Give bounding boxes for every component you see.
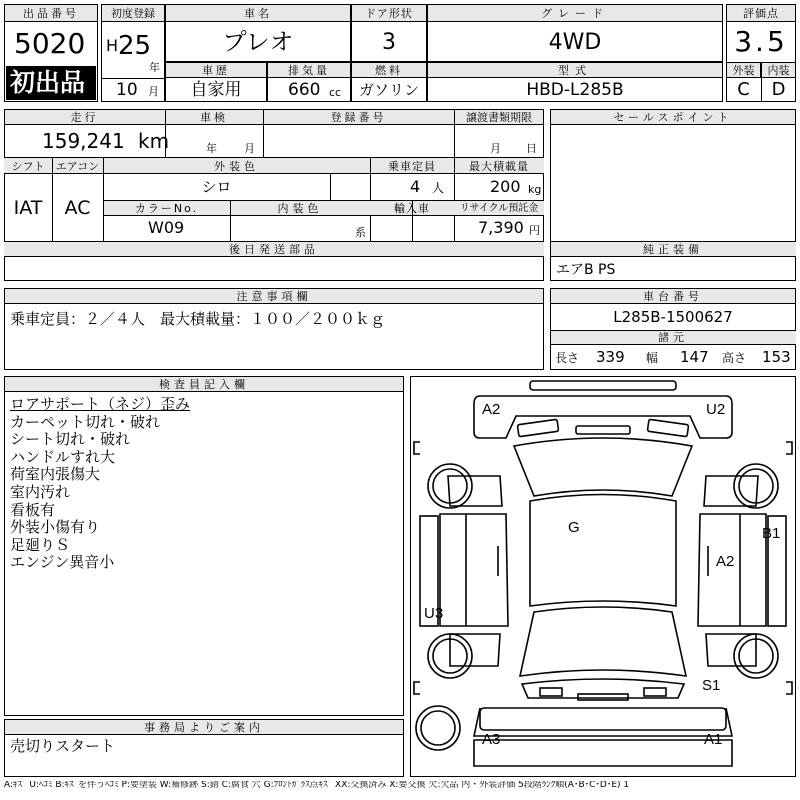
inspection-year-unit: 年 — [206, 142, 217, 155]
legend: A:ｷｽﾞ U:ﾍｺﾐ B:ｷｽﾞを伴うﾍｺﾐ P:要塗装 W:補修跡 S:錆 C:腐食 穴 G:ﾌﾛﾝﾄｶﾞﾗｽ点ｷｽﾞ XX:交換済み X:要交換 欠:欠品 内・外装評価 5段階ﾗﾝｸ順(A･B･C･D･E) 1 — [4, 781, 630, 790]
inspector-line: 室内汚れ — [10, 482, 71, 501]
era: H — [106, 36, 119, 55]
displacement-unit: cc — [329, 86, 342, 99]
notes-label: 注意事項欄 — [236, 290, 312, 303]
interior-color-unit: 系 — [355, 226, 366, 239]
mark-a2-right: A2 — [716, 553, 735, 570]
inspector-label: 検査員記入欄 — [159, 378, 249, 391]
year-unit: 年 — [149, 61, 160, 74]
color-number-value: W09 — [148, 218, 185, 237]
exterior-label: 外装 — [732, 64, 755, 77]
doors-label: ドア形状 — [365, 7, 413, 20]
model-label: 型式 — [558, 64, 592, 77]
model-value: HBD-L285B — [526, 80, 624, 100]
max-load-unit: kg — [528, 183, 542, 196]
first-registration-month: 10 — [116, 80, 138, 100]
capacity-value: 4 — [410, 177, 421, 196]
mileage-value: 159,241 — [42, 129, 125, 153]
inspector-line: エンジン異音小 — [10, 553, 115, 572]
registration-number-label: 登録番号 — [330, 111, 387, 124]
first-registration-year: 25 — [118, 31, 152, 61]
inspector-line: 足廻りＳ — [10, 535, 71, 554]
height-label: 高さ — [722, 351, 747, 365]
transfer-month-unit: 月 — [490, 142, 501, 155]
mark-a1: A1 — [704, 731, 723, 748]
mark-u3: U3 — [424, 605, 444, 622]
transfer-deadline-label: 譲渡書類期限 — [466, 111, 532, 124]
inspector-line: 荷室内張傷大 — [10, 465, 101, 484]
shift-value: IAT — [13, 197, 43, 219]
recycle-value: 7,390 — [478, 218, 524, 237]
inspection-label: 車検 — [200, 111, 228, 124]
mark-a2-top: A2 — [482, 401, 501, 418]
genuine-equipment-value: エアB PS — [556, 262, 616, 278]
genuine-equipment-label: 純正装備 — [643, 243, 703, 256]
ac-value: AC — [64, 197, 91, 219]
office-text: 売切りスタート — [10, 737, 116, 755]
lot-number: 5020 — [14, 27, 86, 60]
import-label: 輸入車 — [394, 202, 430, 215]
score-value: 3.5 — [734, 25, 788, 58]
lot-number-label: 出品番号 — [23, 7, 79, 20]
inspection-month-unit: 月 — [244, 142, 255, 155]
length-value: 339 — [596, 348, 625, 366]
dimensions-label: 諸元 — [658, 331, 688, 344]
length-label: 長さ — [555, 351, 580, 365]
inspector-line: シート切れ・破れ — [10, 430, 131, 449]
mark-g: G — [568, 519, 580, 536]
mark-s1: S1 — [702, 677, 721, 694]
chassis-label: 車台番号 — [643, 290, 703, 303]
interior-color-label: 内装色 — [277, 202, 323, 215]
color-number-label: カラーNo. — [134, 202, 199, 215]
mark-a3: A3 — [482, 731, 501, 748]
car-name-label: 車名 — [244, 7, 272, 20]
recycle-unit: 円 — [529, 224, 540, 237]
notes-text: 乗車定員：２／４人 最大積載量：１００／２００ｋｇ — [10, 310, 386, 328]
fuel-label: 燃料 — [375, 64, 403, 77]
interior-grade: D — [771, 79, 786, 100]
max-load-label: 最大積載量 — [469, 160, 529, 173]
displacement-label: 排気量 — [288, 64, 330, 77]
grade-value: 4WD — [548, 30, 602, 55]
ac-label: エアコン — [55, 160, 100, 173]
inspector-line: ハンドルすれ大 — [10, 447, 116, 466]
height-value: 153 — [762, 348, 791, 366]
inspector-line: 看板有 — [10, 500, 56, 519]
inspector-line: カーペット切れ・破れ — [10, 412, 161, 431]
car-diagram — [410, 376, 796, 777]
shift-label: シフト — [11, 160, 45, 173]
displacement-value: 660 — [288, 80, 321, 100]
inspector-lines — [10, 396, 190, 572]
history-label: 車歴 — [202, 64, 230, 77]
fuel-value: ガソリン — [358, 81, 419, 99]
mileage-label: 走行 — [70, 111, 99, 124]
capacity-label: 乗車定員 — [388, 160, 436, 173]
inspector-line: ロアサポート（ネジ）歪み — [10, 395, 191, 413]
month-unit: 月 — [148, 85, 159, 98]
recycle-label: リサイクル預託金 — [459, 203, 539, 214]
sales-point-label: セールスポイント — [613, 111, 733, 124]
width-value: 147 — [680, 348, 709, 366]
history-value: 自家用 — [190, 80, 242, 100]
width-label: 幅 — [646, 351, 659, 365]
first-listing-text: 初出品 — [10, 68, 86, 97]
interior-label: 内装 — [767, 64, 790, 77]
capacity-unit: 人 — [432, 181, 445, 195]
exterior-grade: C — [737, 79, 750, 100]
first-registration-label: 初度登録 — [111, 7, 155, 20]
office-label: 事務局よりご案内 — [144, 721, 264, 734]
inspector-line: 外装小傷有り — [10, 518, 101, 537]
mileage-unit: km — [138, 129, 170, 153]
max-load-value: 200 — [490, 177, 521, 196]
later-parts-label: 後日発送部品 — [229, 243, 319, 256]
chassis-number: L285B-1500627 — [613, 308, 733, 326]
mark-u2-top: U2 — [706, 401, 726, 418]
doors-value: 3 — [382, 30, 396, 55]
car-name: プレオ — [222, 28, 294, 56]
score-label: 評価点 — [743, 7, 779, 20]
exterior-color-value: シロ — [201, 178, 232, 196]
grade-label: グレード — [541, 7, 609, 20]
mark-b1: B1 — [762, 525, 781, 542]
exterior-color-label: 外装色 — [214, 160, 259, 173]
